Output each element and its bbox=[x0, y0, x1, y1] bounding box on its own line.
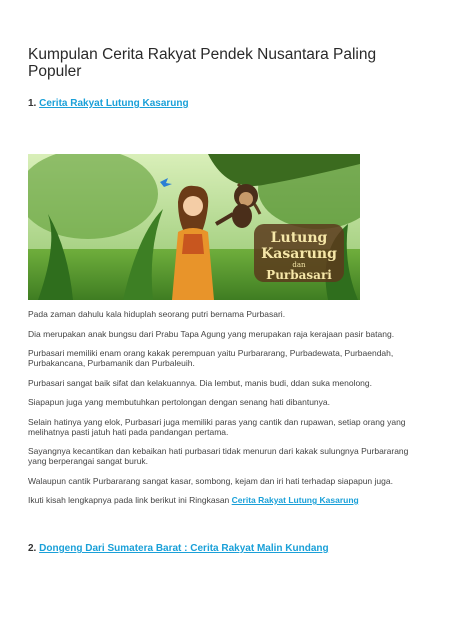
paragraph: Selain hatinya yang elok, Purbasari juga memiliki paras yang cantik dan rupawan, setiap orang yang melihatnya pasti jatuh hati pada pandangan pertama. bbox=[28, 416, 406, 437]
section-heading-1 bbox=[28, 98, 418, 110]
paragraph: Purbasari memiliki enam orang kakak perempuan yaitu Purbararang, Purbadewata, Purbaendah, Purbakancana, Purbamanik dan Purbaleuih. bbox=[28, 348, 394, 368]
page-title: Kumpulan Cerita Rakyat Pendek Nusantara Paling Populer bbox=[28, 46, 377, 80]
illustration-title-line2: Kasarung bbox=[261, 246, 337, 262]
read-more-link[interactable]: Cerita Rakyat Lutung Kasarung bbox=[231, 495, 359, 505]
paragraph: Walaupun cantik Purbararang sangat kasar, sombong, kejam dan iri hati terhadap siapapun juga. bbox=[28, 475, 393, 486]
link-lutung-kasarung[interactable]: Cerita Rakyat Lutung Kasarung bbox=[39, 98, 189, 109]
paragraph: Pada zaman dahulu kala hiduplah seorang putri bernama Purbasari. bbox=[28, 309, 286, 319]
story-illustration bbox=[28, 154, 360, 300]
section-number-2: 2. bbox=[28, 543, 37, 554]
link-malin-kundang[interactable]: Dongeng Dari Sumatera Barat : Cerita Rakyat Malin Kundang bbox=[39, 543, 329, 554]
paragraph: Purbasari sangat baik sifat dan kelakuannya. Dia lembut, manis budi, ddan suka menolong. bbox=[28, 377, 372, 388]
illustration-title-line3: dan bbox=[292, 261, 306, 269]
document-page bbox=[28, 46, 418, 554]
read-more-paragraph bbox=[28, 495, 418, 505]
paragraph: Siapapun juga yang membutuhkan pertolongan dengan senang hati dibantunya. bbox=[28, 397, 330, 407]
section-number-1: 1. bbox=[28, 98, 37, 109]
paragraph: Dia merupakan anak bungsu dari Prabu Tapa Agung yang merupakan raja kerajaan pasir batang. bbox=[28, 328, 395, 339]
read-more-text: Ikuti kisah lengkapnya pada link berikut ini Ringkasan bbox=[28, 495, 232, 505]
paragraph: Sayangnya kecantikan dan kebaikan hati purbasari tidak menurun dari kakak sulungnya Purbararang yang berperangai sangat buruk. bbox=[28, 446, 409, 466]
section-heading-2 bbox=[28, 543, 329, 555]
story-text bbox=[28, 309, 418, 515]
illustration-title-line4: Purbasari bbox=[266, 268, 332, 282]
illustration-svg bbox=[28, 154, 360, 300]
illustration-title-line1: Lutung bbox=[270, 230, 328, 246]
